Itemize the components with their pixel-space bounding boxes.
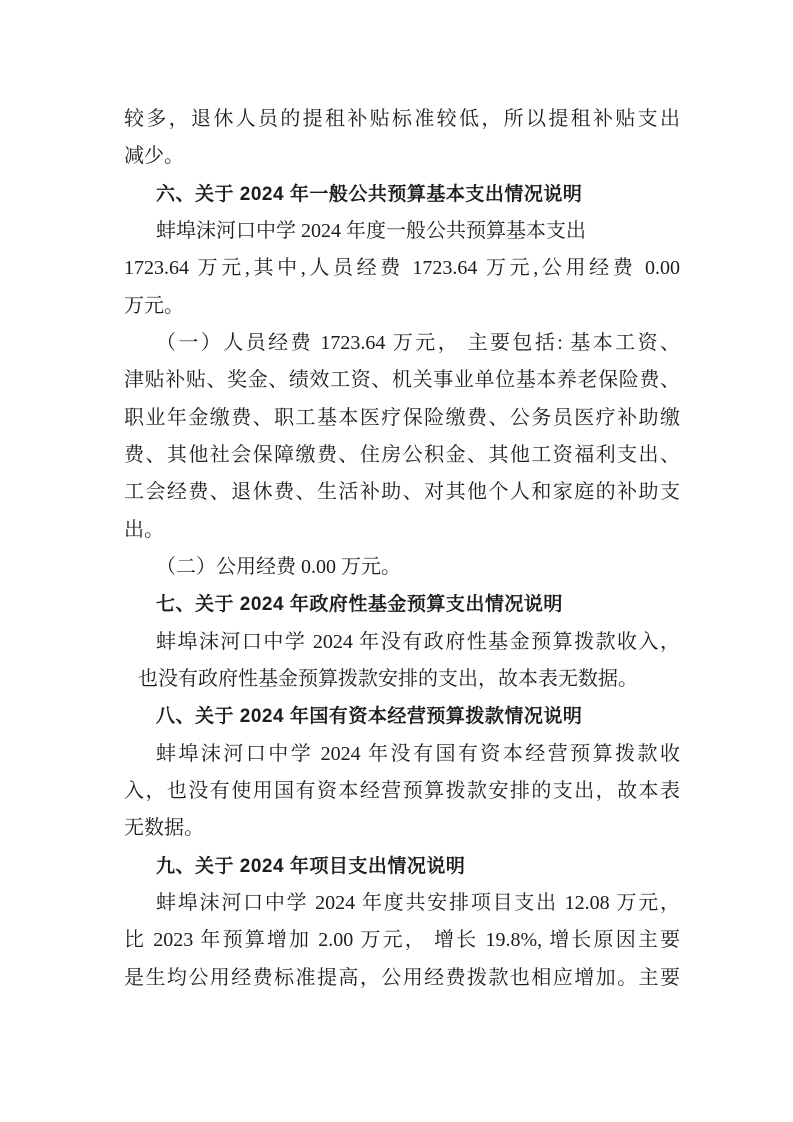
body-line: 蚌埠沫河口中学 2024 年没有政府性基金预算拨款收入， [156,630,680,653]
body-line: 是生均公用经费标准提高，公用经费拨款也相应增加。主要 [124,966,680,989]
body-line: 津贴补贴、奖金、绩效工资、机关事业单位基本养老保险费、 [124,369,680,392]
body-line: 蚌埠沫河口中学 2024 年没有国有资本经营预算拨款收 [156,742,680,765]
body-line: 蚌埠沫河口中学 2024 年度共安排项目支出 12.08 万元， [156,891,680,914]
body-line: 入，也没有使用国有资本经营预算拨款安排的支出，故本表 [124,779,680,802]
body-line: 较多，退休人员的提租补贴标准较低，所以提租补贴支出 [124,108,680,130]
body-line: 比 2023 年预算增加 2.00 万元， 增长 19.8%, 增长原因主要 [124,929,680,952]
document-content [124,101,680,997]
body-line: 蚌埠沫河口中学 2024 年度一般公共预算基本支出 [156,219,586,242]
body-line: 无数据。 [124,817,204,840]
body-line: 费、其他社会保障缴费、住房公积金、其他工资福利支出、 [124,443,680,466]
heading-line: 七、关于 2024 年政府性基金预算支出情况说明 [156,594,563,616]
heading-line: 八、关于 2024 年国有资本经营预算拨款情况说明 [156,706,583,728]
body-line: （二）公用经费 0.00 万元。 [156,555,401,578]
heading-line: 九、关于 2024 年项目支出情况说明 [156,855,466,877]
heading-line: 六、关于 2024 年一般公共预算基本支出情况说明 [156,183,583,205]
body-line: （一）人员经费 1723.64 万元， 主要包括: 基本工资、 [156,331,680,354]
body-line: 1723.64 万元,其中,人员经费 1723.64 万元,公用经费 0.00 [124,257,680,280]
body-line: 出。 [124,518,164,541]
body-line: 工会经费、退休费、生活补助、对其他个人和家庭的补助支 [124,481,680,504]
body-line: 职业年金缴费、职工基本医疗保险缴费、公务员医疗补助缴 [124,406,680,429]
body-line: 减少。 [124,145,184,168]
body-line: 万元。 [124,294,184,317]
body-line: 也没有政府性基金预算拨款安排的支出，故本表无数据。 [138,667,638,690]
